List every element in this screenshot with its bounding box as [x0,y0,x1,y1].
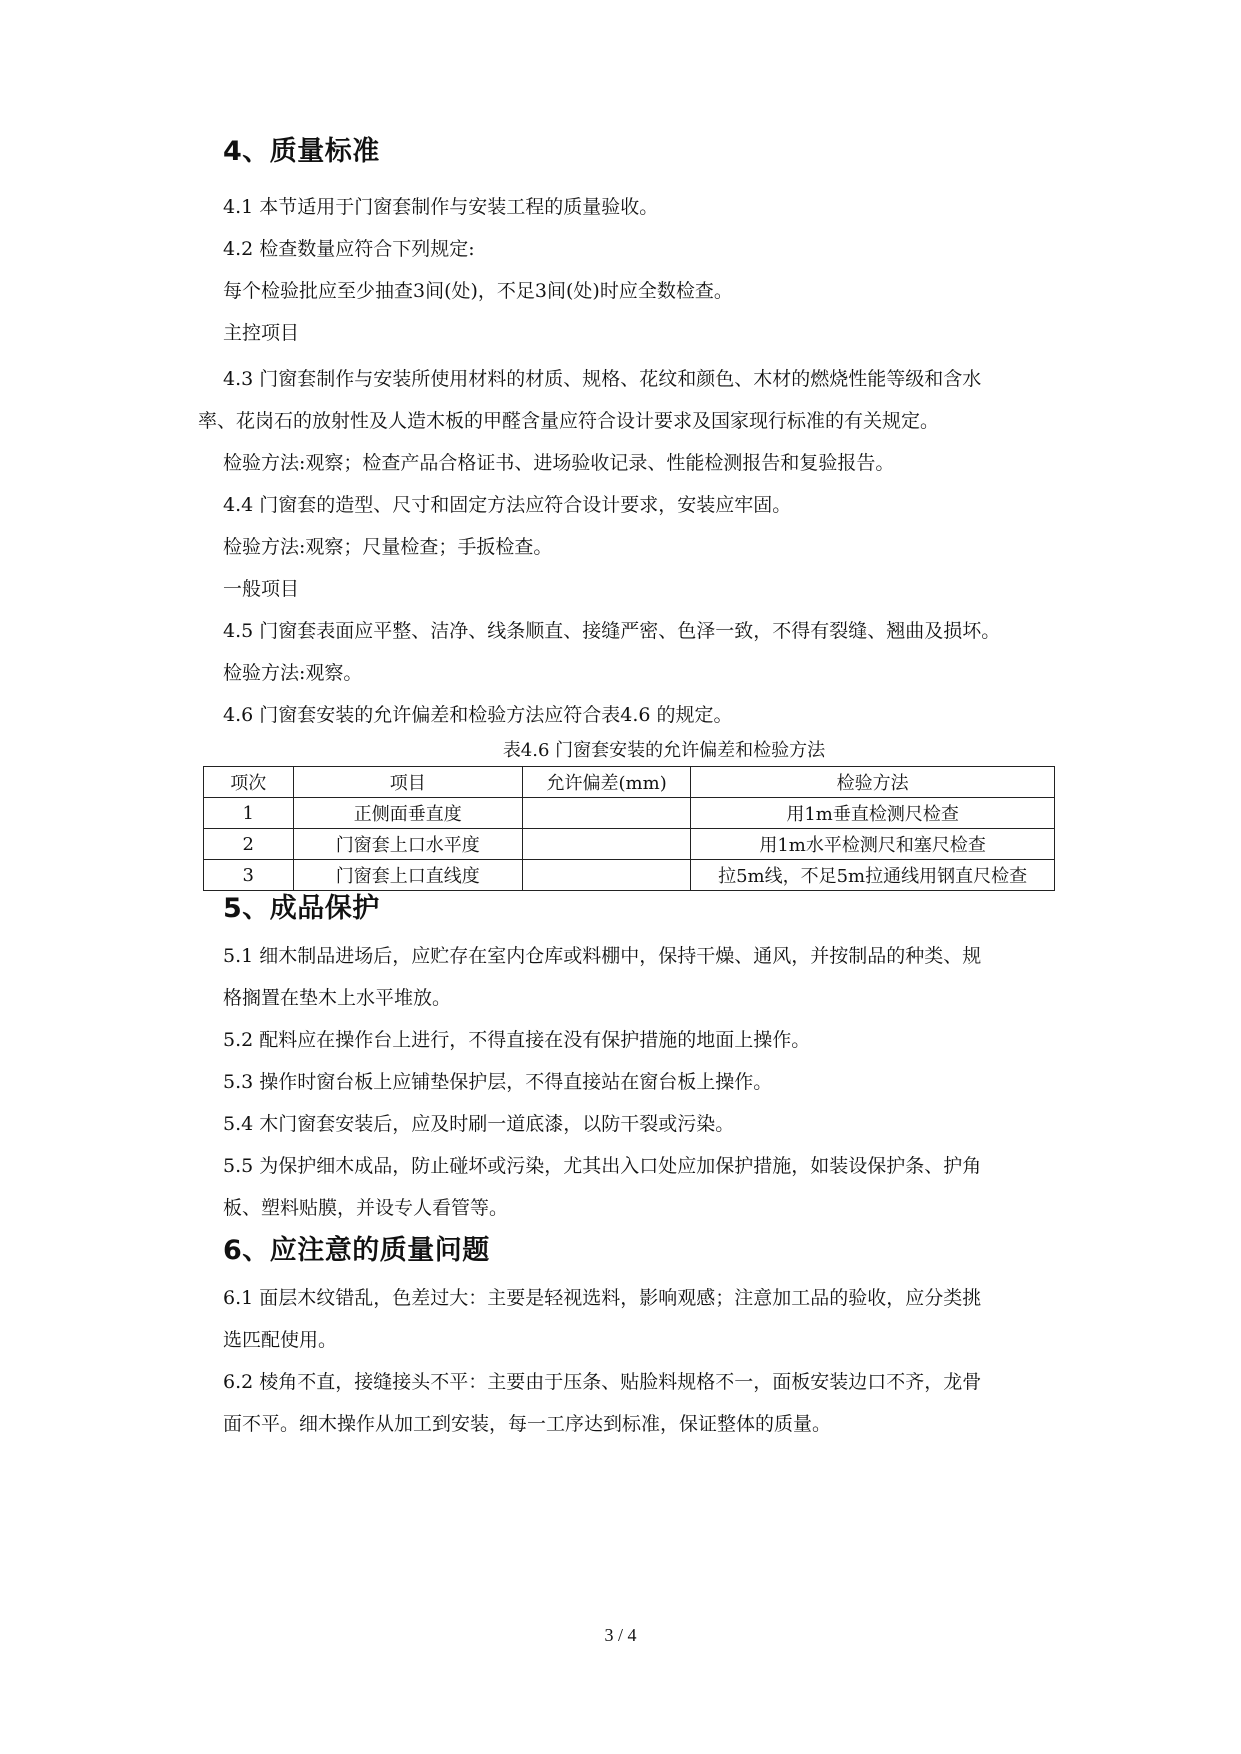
table-cell [523,829,691,860]
table-cell: 用1m垂直检测尺检查 [691,798,1055,829]
table-cell [523,798,691,829]
clause-5-1-line1: 5.1 细木制品进场后，应贮存在室内仓库或料棚中，保持干燥、通风，并按制品的种类、规 [223,945,982,967]
clause-6-1-line1: 6.1 面层木纹错乱，色差过大：主要是轻视选料，影响观感；注意加工品的验收，应分类挑 [223,1287,982,1309]
page-number: 3 / 4 [604,1625,637,1645]
clause-5-5-line2: 板、塑料贴膜，并设专人看管等。 [223,1197,509,1219]
main-items-label: 主控项目 [223,322,300,344]
table-row [204,829,1055,860]
table-cell: 2 [204,829,294,860]
clause-4-4: 4.4 门窗套的造型、尺寸和固定方法应符合设计要求，安装应牢固。 [223,494,792,516]
table-header-cell: 项次 [204,767,294,798]
clause-5-5-line1: 5.5 为保护细木成品，防止碰坏或污染，尤其出入口处应加保护措施，如装设保护条、护角 [223,1155,982,1177]
deviation-table [203,766,1055,891]
table-header-cell: 允许偏差(mm) [523,767,691,798]
clause-5-2: 5.2 配料应在操作台上进行，不得直接在没有保护措施的地面上操作。 [223,1029,811,1051]
clause-5-3: 5.3 操作时窗台板上应铺垫保护层，不得直接站在窗台板上操作。 [223,1071,773,1093]
table-cell [523,860,691,891]
table-header-row [204,767,1055,798]
table-row [204,860,1055,891]
table-row [204,798,1055,829]
clause-4-6: 4.6 门窗套安装的允许偏差和检验方法应符合表4.6 的规定。 [223,704,733,726]
clause-4-3-method: 检验方法:观察；检查产品合格证书、进场验收记录、性能检测报告和复验报告。 [223,452,895,474]
table-cell: 3 [204,860,294,891]
section-4-heading: 4、质量标准 [223,136,380,167]
table-cell: 拉5m线，不足5m拉通线用钢直尺检查 [691,860,1055,891]
clause-6-1-line2: 选匹配使用。 [223,1329,338,1351]
table-caption: 表4.6 门窗套安装的允许偏差和检验方法 [502,740,826,761]
table-header-cell: 项目 [293,767,523,798]
clause-4-2-detail: 每个检验批应至少抽查3间(处)，不足3间(处)时应全数检查。 [223,280,733,302]
clause-5-1-line2: 格搁置在垫木上水平堆放。 [223,987,452,1009]
clause-4-2: 4.2 检查数量应符合下列规定: [223,238,475,260]
document-page [198,136,1085,1445]
table-cell: 门窗套上口水平度 [293,829,523,860]
table-cell: 正侧面垂直度 [293,798,523,829]
clause-4-4-method: 检验方法:观察；尺量检查；手扳检查。 [223,536,553,558]
clause-5-4: 5.4 木门窗套安装后，应及时刷一道底漆，以防干裂或污染。 [223,1113,735,1135]
general-items-label: 一般项目 [223,578,300,600]
section-6-heading: 6、应注意的质量问题 [223,1235,490,1266]
table-header-cell: 检验方法 [691,767,1055,798]
clause-4-3-line1: 4.3 门窗套制作与安装所使用材料的材质、规格、花纹和颜色、木材的燃烧性能等级和含水 [223,368,982,390]
section-5-heading: 5、成品保护 [223,893,380,924]
clause-4-5: 4.5 门窗套表面应平整、洁净、线条顺直、接缝严密、色泽一致，不得有裂缝、翘曲及损坏。 [223,620,1001,642]
clause-4-3-line2: 率、花岗石的放射性及人造木板的甲醛含量应符合设计要求及国家现行标准的有关规定。 [198,410,940,432]
clause-6-2-line2: 面不平。细木操作从加工到安装，每一工序达到标准，保证整体的质量。 [223,1413,832,1435]
table-cell: 用1m水平检测尺和塞尺检查 [691,829,1055,860]
clause-6-2-line1: 6.2 棱角不直，接缝接头不平：主要由于压条、贴脸料规格不一，面板安装边口不齐，龙骨 [223,1371,982,1393]
table-cell: 1 [204,798,294,829]
table-cell: 门窗套上口直线度 [293,860,523,891]
clause-4-1: 4.1 本节适用于门窗套制作与安装工程的质量验收。 [223,196,659,218]
clause-4-5-method: 检验方法:观察。 [223,662,363,684]
